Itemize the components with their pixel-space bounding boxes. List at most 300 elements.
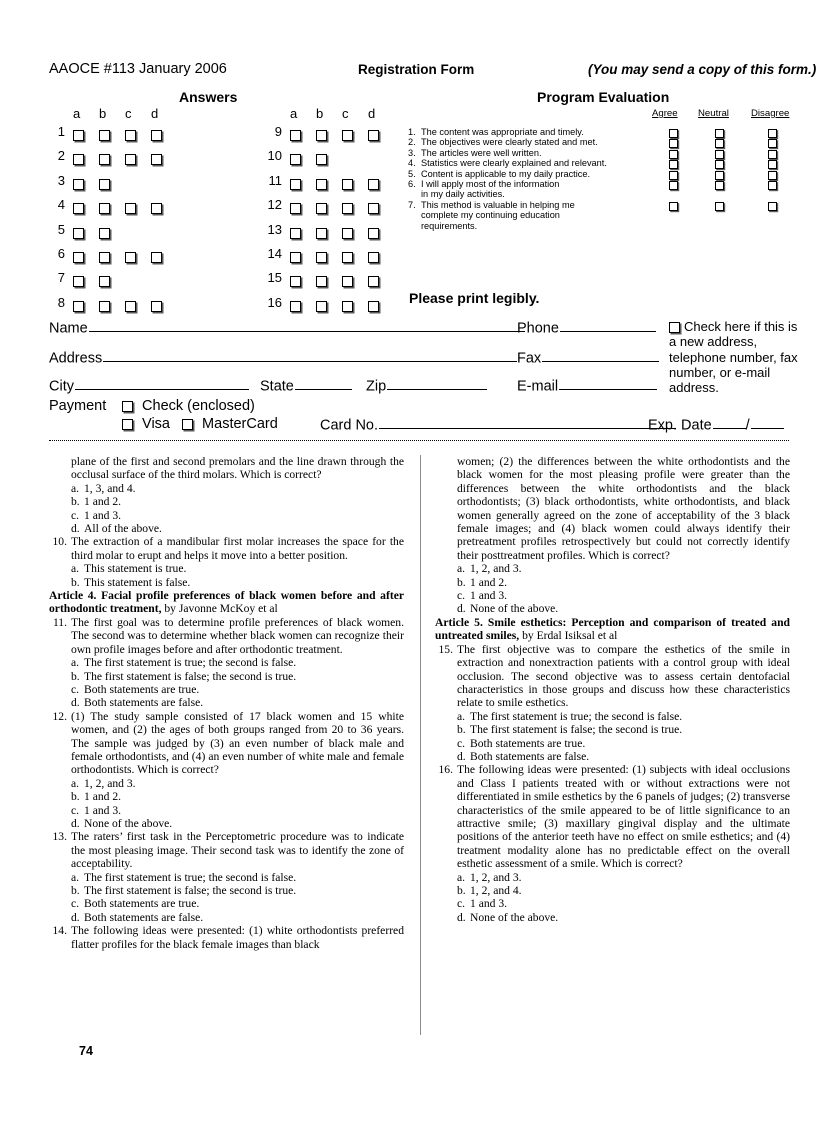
answer-checkbox-cell [316,298,327,313]
answer-checkbox-4-b[interactable] [99,203,110,214]
card-no-label: Card No. [320,417,379,434]
answer-checkbox-12-b[interactable] [316,203,327,214]
evaluation-checkbox-cell [669,149,678,159]
question-9-option-c [49,509,404,522]
email-label: E-mail [517,378,559,395]
answer-checkbox-13-a[interactable] [290,228,301,239]
evaluation-checkbox-cell [669,170,678,180]
answer-checkbox-16-a[interactable] [290,301,301,312]
option-letter: c. [71,682,80,696]
registration-form-section [0,0,838,448]
name-label: Name [49,320,88,337]
question-16-text: The following ideas were presented: (1) subjects with ideal occlusions and Class I patients treated with or without extractions were not differentiated in smile esthetics by the 6 panels of judges; (2) transverse characteristics of the smile appeared to be of little significance to an attractive smile; (3) maxillary gingival display and the ultimate positions of the anterior teeth have no effect on smile esthetics; and (4) treatment modality alone has no predictable effect on the overall esthetic assessment of a smile. Which is correct? [457,763,791,871]
fax-input[interactable] [542,349,659,362]
answer-checkbox-cell [73,249,84,264]
answer-checkbox-7-b[interactable] [99,276,110,287]
question-14-option-d [435,602,790,615]
evaluation-checkbox-6-agree[interactable] [669,181,678,190]
option-text: 1, 3, and 4. [84,481,136,495]
option-letter: c. [71,508,80,522]
answer-column-header-d: d [151,106,159,121]
new-address-note-text: Check here if this is a new address, telephone number, fax number, or e-mail address. [669,319,798,396]
answer-checkbox-10-a[interactable] [290,154,301,165]
question-10-number: 10. [52,535,67,549]
question-13-number: 13. [52,830,67,844]
option-text: 1 and 3. [84,508,122,522]
option-letter: c. [457,736,466,750]
answer-checkbox-cell [342,200,353,215]
answer-checkbox-cell [290,225,301,240]
question-14-options [435,562,790,616]
question-10-option-b [49,576,404,589]
evaluation-item-text: I will apply most of the information [421,179,560,189]
answer-checkbox-6-b[interactable] [99,252,110,263]
exp-year-input[interactable] [751,416,784,429]
option-text: None of the above. [470,910,559,924]
article-5-byline: by Erdal Isiksal et al [519,629,618,643]
phone-label: Phone [517,320,559,337]
evaluation-checkbox-7-neutral[interactable] [715,202,724,211]
right-text-column [435,455,790,924]
answer-column-header-a: a [290,106,298,121]
answer-checkbox-cell [73,273,84,288]
evaluation-checkbox-1-neutral[interactable] [715,129,724,138]
column-divider [420,455,421,1035]
question-11 [49,616,404,656]
question-11-option-c [49,683,404,696]
option-text: 1, 2, and 3. [84,776,136,790]
question-11-option-b [49,670,404,683]
answer-checkbox-5-a[interactable] [73,228,84,239]
evaluation-checkbox-3-disagree[interactable] [768,150,777,159]
answer-checkbox-cell [368,127,379,142]
name-input[interactable] [89,319,525,332]
answer-row-number: 16 [267,294,282,310]
card-number-field-group [320,416,676,433]
evaluation-checkbox-5-disagree[interactable] [768,171,777,180]
evaluation-item-number: 5. [408,168,416,179]
question-15-option-a [435,710,790,723]
evaluation-checkbox-6-disagree[interactable] [768,181,777,190]
state-label: State [260,378,294,395]
option-text: The first statement is false; the second is true. [470,723,683,737]
answer-checkbox-13-d[interactable] [368,228,379,239]
option-text: 1 and 3. [470,897,508,911]
answer-checkbox-15-b[interactable] [316,276,327,287]
answer-checkbox-14-a[interactable] [290,252,301,263]
answer-checkbox-4-c[interactable] [125,203,136,214]
answer-checkbox-cell [99,225,110,240]
option-text: Both statements are false. [470,749,590,763]
option-letter: a. [71,481,80,495]
answer-checkbox-cell [125,127,136,142]
answer-checkbox-cell [316,225,327,240]
evaluation-checkbox-cell [669,159,678,169]
answer-row-number: 10 [267,148,282,164]
option-letter: b. [457,723,466,737]
option-letter: b. [457,575,466,589]
answer-column-header-c: c [125,106,132,121]
address-input[interactable] [103,349,517,362]
exp-date-label: Exp. Date [648,417,712,434]
evaluation-item-number: 1. [408,127,416,137]
city-field-group [49,377,249,394]
article-5-title: Article 5. Smile esthetics: Perception and comparison of treated and untreated smiles, [435,615,790,643]
answer-row-number: 7 [57,270,65,286]
option-letter: b. [71,669,80,683]
answer-checkbox-6-c[interactable] [125,252,136,263]
left-text-column [49,455,404,951]
evaluation-checkbox-4-disagree[interactable] [768,160,777,169]
form-tear-off-divider [49,440,789,441]
option-letter: b. [71,884,80,897]
check-enclosed-checkbox[interactable] [122,401,133,412]
evaluation-checkbox-1-agree[interactable] [669,129,678,138]
question-12-option-a [49,777,404,790]
answer-checkbox-cell [290,273,301,288]
option-text: 1 and 3. [470,589,508,603]
answer-column-header-c: c [342,106,349,121]
answer-checkbox-cell [73,151,84,166]
answer-checkbox-11-c[interactable] [342,179,353,190]
evaluation-checkbox-5-agree[interactable] [669,171,678,180]
answer-row-number: 6 [57,245,65,261]
question-12-text: (1) The study sample consisted of 17 black women and 15 white women, and (2) the ages of both groups ranged from 20 to 36 years. The sample was judged by (3) an even number of black male and female orthodontists, and (4) an even number of white male and female orthodontists. Which is correct? [71,709,404,777]
answer-row-number: 12 [267,197,282,213]
answer-checkbox-14-c[interactable] [342,252,353,263]
evaluation-checkbox-2-disagree[interactable] [768,139,777,148]
question-15-options [435,710,790,764]
option-letter: a. [71,776,80,790]
answer-checkbox-15-d[interactable] [368,276,379,287]
question-13-option-b [49,884,404,897]
new-address-checkbox[interactable] [669,322,680,333]
answer-checkbox-10-b[interactable] [316,154,327,165]
answer-checkbox-14-d[interactable] [368,252,379,263]
answer-checkbox-12-a[interactable] [290,203,301,214]
answer-checkbox-cell [99,200,110,215]
answer-checkbox-cell [125,249,136,264]
answer-checkbox-cell [151,200,162,215]
question-12-option-c [49,804,404,817]
question-15-text: The first objective was to compare the esthetics of the smile in extraction and nonextraction patients with a control group with ideal occlusion. The second objective was to assess certain dentofacial characteristics in those groups and discuss how these characteristics relate to smile esthetics. [457,642,790,710]
answer-checkbox-14-b[interactable] [316,252,327,263]
question-13-options [49,871,404,925]
option-text: All of the above. [84,522,162,536]
evaluation-item-text: The content was appropriate and timely. [421,127,584,137]
answer-checkbox-11-a[interactable] [290,179,301,190]
evaluation-item-number: 7. [408,199,416,210]
visa-checkbox[interactable] [122,419,133,430]
answer-checkbox-cell [342,225,353,240]
option-letter: c. [457,897,466,911]
evaluation-checkbox-2-neutral[interactable] [715,139,724,148]
answer-checkbox-5-b[interactable] [99,228,110,239]
answer-checkbox-13-b[interactable] [316,228,327,239]
answer-row-number: 13 [267,221,282,237]
evaluation-item-text: complete my continuing education [421,210,560,221]
city-input[interactable] [75,377,249,390]
option-text: The first statement is false; the second is true. [84,669,297,683]
evaluation-checkbox-cell [715,138,724,148]
payment-check-option[interactable] [122,398,255,414]
mastercard-checkbox[interactable] [182,419,193,430]
answer-checkbox-2-a[interactable] [73,154,84,165]
answer-checkbox-1-a[interactable] [73,130,84,141]
evaluation-checkbox-7-disagree[interactable] [768,202,777,211]
answer-checkbox-12-d[interactable] [368,203,379,214]
option-text: The first statement is false; the second is true. [84,884,297,897]
answer-checkbox-cell [99,151,110,166]
evaluation-checkbox-4-agree[interactable] [669,160,678,169]
answer-checkbox-8-c[interactable] [125,301,136,312]
answer-checkbox-cell [316,249,327,264]
question-13-option-c [49,897,404,910]
evaluation-item-number: 2. [408,137,416,148]
answer-checkbox-cell [73,176,84,191]
option-letter: d. [457,910,466,924]
exp-date-field-group [648,416,784,433]
answer-checkbox-cell [290,176,301,191]
question-15-option-b [435,723,790,736]
question-14-option-a [435,562,790,575]
answer-checkbox-cell [342,176,353,191]
answer-column-header-b: b [99,106,107,121]
copy-notice: (You may send a copy of this form.) [588,62,817,77]
option-text: This statement is true. [84,562,187,576]
article-4-byline: by Javonne McKoy et al [161,602,278,616]
answer-checkbox-3-a[interactable] [73,179,84,190]
exp-month-input[interactable] [713,416,746,429]
evaluation-checkbox-7-agree[interactable] [669,202,678,211]
evaluation-checkbox-1-disagree[interactable] [768,129,777,138]
answer-checkbox-cell [151,298,162,313]
zip-input[interactable] [387,377,487,390]
option-letter: a. [71,656,80,670]
zip-label: Zip [366,378,387,395]
answer-checkbox-6-a[interactable] [73,252,84,263]
email-input[interactable] [559,377,657,390]
answer-checkbox-cell [99,298,110,313]
option-text: None of the above. [84,816,173,830]
answer-checkbox-16-b[interactable] [316,301,327,312]
evaluation-checkbox-cell [768,180,777,190]
option-letter: c. [71,897,80,911]
option-text: The first statement is true; the second is false. [84,870,297,884]
question-14-text: The following ideas were presented: (1) white orthodontists preferred flatter profiles for the black female images than black [71,924,404,951]
evaluation-item-text: requirements. [421,220,478,231]
option-letter: a. [71,562,80,576]
new-address-note [669,319,799,395]
answer-checkbox-9-d[interactable] [368,130,379,141]
question-11-number: 11. [52,615,67,629]
option-text: The first statement is true; the second is false. [470,709,683,723]
answer-checkbox-9-c[interactable] [342,130,353,141]
answer-checkbox-cell [290,200,301,215]
question-11-text: The first goal was to determine profile preferences of black women. The second was to determine whether black women can recognize their own profile images before and after orthodontic treatment. [71,615,404,656]
address-label: Address [49,350,103,367]
evaluation-checkbox-cell [768,149,777,159]
evaluation-item-text: Statistics were clearly explained and relevant. [421,158,607,169]
answer-checkbox-cell [290,298,301,313]
q9-line-1: plane of the first and second premolars and the line drawn through [71,455,387,468]
option-text: 1 and 2. [84,790,122,804]
evaluation-checkbox-cell [715,149,724,159]
state-field-group [260,377,352,394]
program-evaluation-heading: Program Evaluation [537,89,670,105]
option-letter: d. [71,522,80,536]
option-letter: c. [71,803,80,817]
answer-checkbox-8-a[interactable] [73,301,84,312]
option-letter: d. [71,816,80,830]
option-text: 1 and 2. [84,495,122,509]
option-text: Both statements are true. [84,682,200,696]
page-number: 74 [79,1044,93,1058]
option-text: 1 and 2. [470,575,508,589]
evaluation-checkbox-cell [669,128,678,138]
question-9-continuation [49,455,404,482]
answer-checkbox-1-d[interactable] [151,130,162,141]
answer-checkbox-cell [99,176,110,191]
question-13-text: The raters’ first task in the Perceptometric procedure was to indicate the most pleasing image. Their second task was to identify the zone of acceptability. [71,830,404,871]
evaluation-checkbox-cell [768,201,777,211]
answer-checkbox-9-a[interactable] [290,130,301,141]
answer-checkbox-2-d[interactable] [151,154,162,165]
option-text: Both statements are false. [84,910,204,924]
evaluation-checkbox-6-neutral[interactable] [715,181,724,190]
answer-checkbox-12-c[interactable] [342,203,353,214]
question-16-option-a [435,871,790,884]
answer-checkbox-15-a[interactable] [290,276,301,287]
answer-checkbox-8-b[interactable] [99,301,110,312]
payment-label: Payment [49,398,107,414]
answer-checkbox-4-a[interactable] [73,203,84,214]
answer-checkbox-cell [99,127,110,142]
option-letter: b. [71,790,80,804]
evaluation-item-number: 3. [408,147,416,158]
answer-column-header-b: b [316,106,324,121]
option-text: Both statements are true. [84,897,200,911]
answer-column-header-d: d [368,106,376,121]
evaluation-checkbox-cell [768,170,777,180]
city-label: City [49,378,74,395]
answer-checkbox-1-b[interactable] [99,130,110,141]
answer-checkbox-2-c[interactable] [125,154,136,165]
question-12-options [49,777,404,831]
fax-label: Fax [517,350,542,367]
evaluation-checkbox-4-neutral[interactable] [715,160,724,169]
answer-checkbox-11-b[interactable] [316,179,327,190]
evaluation-checkbox-cell [715,128,724,138]
question-11-option-a [49,656,404,669]
phone-input[interactable] [560,319,656,332]
evaluation-checkbox-cell [768,159,777,169]
visa-label: Visa [142,416,170,432]
answer-checkbox-cell [73,127,84,142]
question-16-number: 16. [438,763,453,777]
evaluation-checkbox-cell [715,159,724,169]
question-12-option-b [49,790,404,803]
answer-checkbox-1-c[interactable] [125,130,136,141]
answer-row-number: 2 [57,148,65,164]
answer-row-number: 5 [57,221,65,237]
answer-checkbox-cell [73,298,84,313]
evaluation-checkbox-cell [669,138,678,148]
question-12 [49,710,404,777]
answer-checkbox-4-d[interactable] [151,203,162,214]
answer-row-number: 15 [267,270,282,286]
answer-checkbox-16-c[interactable] [342,301,353,312]
evaluation-checkbox-3-neutral[interactable] [715,150,724,159]
option-text: This statement is false. [84,575,191,589]
answer-checkbox-7-a[interactable] [73,276,84,287]
evaluation-item-text: Content is applicable to my daily practice. [421,168,591,179]
answer-checkbox-cell [290,249,301,264]
answer-checkbox-cell [368,298,379,313]
evaluation-checkbox-5-neutral[interactable] [715,171,724,180]
article-4-heading [49,589,404,616]
question-16 [435,763,790,870]
question-14-continuation: women; (2) the differences between the white orthodontists and the black women for the most pleasing profile were greater than the differences between the white orthodontists and the black orthodontists; (3) black orthodontists, white orthodontists, and black women generally agreed on the zone of acceptability of the 3 black female images; and (4) black women could always identify their pretreatment profiles retrospectively but could not correctly identify their posttreatment profiles. Which is correct? [457,455,790,562]
answer-checkbox-3-b[interactable] [99,179,110,190]
card-number-input[interactable] [379,416,676,429]
article-4-title: Article 4. Facial profile preferences of black women before and after orthodontic treatment, [49,589,404,616]
answer-checkbox-cell [316,273,327,288]
answer-checkbox-13-c[interactable] [342,228,353,239]
scale-header-agree: Agree [652,108,678,119]
answer-checkbox-8-d[interactable] [151,301,162,312]
scale-header-neutral: Neutral [698,108,729,119]
evaluation-item-number: 4. [408,158,416,169]
answer-checkbox-6-d[interactable] [151,252,162,263]
answer-row-number: 14 [267,245,282,261]
question-14-number: 14. [52,924,67,938]
answer-checkbox-2-b[interactable] [99,154,110,165]
answer-checkbox-15-c[interactable] [342,276,353,287]
question-9-option-a [49,482,404,495]
answer-row-number: 3 [57,172,65,188]
answer-row-number: 11 [268,172,282,188]
question-15-number: 15. [438,642,453,656]
answer-checkbox-cell [125,200,136,215]
email-field-group [517,377,657,394]
evaluation-item-text: The objectives were clearly stated and met. [421,137,598,148]
answer-checkbox-cell [342,127,353,142]
question-15-option-d [435,750,790,763]
question-9-option-b [49,495,404,508]
option-letter: c. [457,589,466,603]
evaluation-checkbox-2-agree[interactable] [669,139,678,148]
answer-checkbox-cell [99,249,110,264]
answer-checkbox-16-d[interactable] [368,301,379,312]
option-text: 1, 2, and 4. [470,884,522,897]
answer-checkbox-9-b[interactable] [316,130,327,141]
option-letter: d. [457,602,466,616]
option-letter: a. [457,709,466,723]
option-letter: d. [71,910,80,924]
question-14-option-c [435,589,790,602]
evaluation-checkbox-3-agree[interactable] [669,150,678,159]
question-14 [49,924,404,951]
option-text: 1, 2, and 3. [470,870,522,884]
question-13 [49,830,404,870]
answer-checkbox-cell [151,151,162,166]
answer-checkbox-11-d[interactable] [368,179,379,190]
answer-row-number: 4 [57,197,65,213]
option-text: Both statements are false. [84,696,204,710]
state-input[interactable] [295,377,352,390]
answer-checkbox-cell [342,249,353,264]
